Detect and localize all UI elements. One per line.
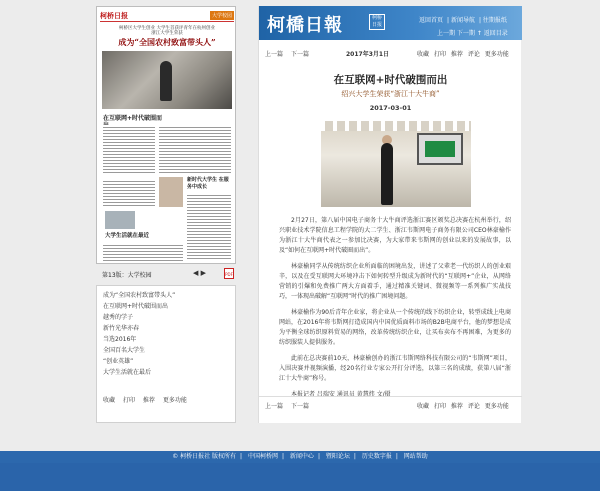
thumbnail-photo: [159, 177, 183, 207]
list-item[interactable]: 越秀的学子: [103, 314, 134, 321]
footer-link[interactable]: 暨阳论坛: [325, 453, 350, 460]
list-item[interactable]: 大学生活就在最后: [103, 369, 152, 376]
footer-bar: [0, 463, 600, 491]
article-title: 在互联网+时代破围而出: [333, 74, 448, 86]
speaker: [381, 143, 393, 205]
article-date: 2017-03-01: [369, 104, 412, 112]
banner-links: 返回首页 | 新闻导航 | 往期报纸: [419, 17, 507, 24]
article-photo: [321, 121, 471, 207]
list-item[interactable]: 全国百名大学生: [103, 347, 146, 354]
print-link[interactable]: 打印: [433, 403, 446, 410]
article-byline: 本报记者 吕瑞安 通讯员 黄慧炜 文/摄: [291, 391, 391, 398]
article-paragraph: 2月27日，第八届中国电子商务十大牛商评选浙江赛区颁奖总决赛在杭州举行，绍兴职业技术学院信息工程学院的大二学生、浙江韦斯网电子商务有限公司CEO林豪榆作为浙江十大牛商代表之一参加比决赛，为大家带来韦斯网的创业以来的发展故事，以及“如何在互联网+时代破圈而出”。: [279, 217, 511, 254]
article-paragraph: 此前在总决赛前10天，林豪榆创办的浙江韦斯网络科技有限公司的“韦斯网”项目，入围决赛并视频演播，经20名行业专家公开打分评选，以第三名的成绩，获第八届“浙江十大牛商”称号。: [279, 355, 511, 382]
page-thumbnail[interactable]: [96, 6, 236, 264]
article-pager: [265, 49, 315, 58]
article-tools: [417, 401, 512, 410]
thumbnail-text-block: [103, 243, 183, 261]
prev-page-icon[interactable]: ◀: [193, 269, 199, 277]
thumbnail-text-block: [159, 125, 231, 173]
comment-link[interactable]: 评论: [467, 51, 480, 58]
bookmark-link[interactable]: 收藏: [103, 397, 116, 404]
recommend-link[interactable]: 推荐: [450, 403, 463, 410]
list-item[interactable]: 当选2016年: [103, 336, 137, 343]
prev-article-link[interactable]: 上一篇: [265, 403, 284, 410]
print-link[interactable]: 打印: [122, 397, 135, 404]
issue-date: 2017年3月1日: [346, 51, 390, 58]
thumbnail-text-block: [187, 193, 231, 259]
thumbnail-text-block: [103, 125, 155, 173]
thumbnail-subhead: [103, 26, 231, 36]
ceiling-lights: [321, 121, 471, 131]
thumbnail-headline: 成为“全国农村致富带头人”: [118, 37, 216, 47]
bottom-toolbar: [259, 396, 522, 410]
page-label: 第13版：大学校园: [102, 272, 152, 279]
pdf-icon[interactable]: PDF: [224, 268, 234, 279]
article-pager: [265, 401, 315, 410]
article-subtitle: 绍兴大学生荣获“浙江十大牛商”: [341, 90, 440, 98]
article-panel: [258, 6, 521, 423]
copyright: © 柯桥日报社 版权所有: [172, 453, 237, 460]
page-pager: [193, 269, 206, 277]
footer-link[interactable]: 新闻中心: [289, 453, 314, 460]
list-item[interactable]: 在互联网+时代破围而出: [103, 303, 169, 310]
print-link[interactable]: 打印: [433, 51, 446, 58]
footer-link[interactable]: 网站帮助: [403, 453, 428, 460]
comment-link[interactable]: 评论: [467, 403, 480, 410]
article-paragraph: 林豪榆同学从传统纺织企业所面临的困境出发，讲述了父辈老一代纺织人的创业艰辛，以及在受互联网大环境冲击下如何转型升级成为新时代的“互联网+”企业，从网络营销的引爆和免费推广两大方面着手，通过精准关键词、微视频等一系列推广实战技巧，一体现出破解“互联网”时代的推广困境问题。: [279, 263, 511, 300]
more-link[interactable]: 更多功能: [162, 397, 187, 404]
recommend-link[interactable]: 推荐: [142, 397, 155, 404]
thumbnail-subline: 浙江大学生荣获: [151, 31, 183, 36]
footer-link[interactable]: 中国柯桥网: [247, 453, 278, 460]
page-bar: [96, 267, 236, 281]
bookmark-link[interactable]: 收藏: [417, 51, 430, 58]
archive-link[interactable]: 往期报纸: [482, 17, 507, 24]
article-list: [96, 285, 236, 423]
footer-links: © 柯桥日报社 版权所有 | 中国柯桥网 | 新闻中心 | 暨阳论坛 | 历史数字报 | 网站帮助: [0, 451, 600, 463]
bookmark-link[interactable]: 收藏: [417, 403, 430, 410]
thumbnail-text-block: [103, 179, 155, 207]
thumbnail-masthead: [100, 10, 234, 22]
thumbnail-article-title[interactable]: 在互联网+时代破围而: [103, 115, 163, 122]
news-nav-link[interactable]: 新闻导航: [450, 17, 475, 24]
list-tools: [103, 395, 193, 404]
thumbnail-logo: 柯桥日报: [100, 11, 128, 20]
thumbnail-article-title[interactable]: 大学生活就在最近: [105, 233, 150, 239]
thumbnail-photo: [102, 51, 232, 109]
thumbnail-subline: 柯桥区大学生创业 大学生首获评青年在杭州创业: [119, 26, 215, 31]
more-link[interactable]: 更多功能: [484, 51, 509, 58]
next-page-icon[interactable]: ▶: [200, 269, 207, 277]
issue-nav[interactable]: 上一期 下一期 ↑ 返回目录: [437, 30, 508, 37]
list-item[interactable]: 成为“全国农村致富带头人”: [103, 292, 176, 299]
home-link[interactable]: 返回首页: [419, 17, 444, 24]
footer: [0, 451, 600, 491]
page-navigator: [96, 6, 258, 423]
more-link[interactable]: 更多功能: [484, 403, 509, 410]
article-tools: [417, 49, 512, 58]
presentation-screen: [417, 133, 463, 165]
list-item[interactable]: “创业英雄”: [103, 358, 134, 365]
site-logo[interactable]: 柯橋日報: [267, 15, 343, 36]
article-toolbar: [259, 46, 522, 60]
article-body: [279, 216, 511, 406]
next-article-link[interactable]: 下一篇: [290, 403, 309, 410]
banner: [259, 6, 522, 40]
next-article-link[interactable]: 下一篇: [290, 51, 309, 58]
prev-article-link[interactable]: 上一篇: [265, 51, 284, 58]
list-item[interactable]: 新竹光华亦春: [103, 325, 140, 332]
thumbnail-section: 大学校园: [211, 13, 232, 19]
article-paragraph: 林豪榆作为90后青年企业家，将企业从一个传统的线下纺织企业，转型成线上电商网站，在2016年将韦斯网打造成国内中国优质面料市场的B2B电商平台，他的梦想是成为平衡全球纺织原料贸易的网络，改革传统纺织企业，让买布卖布不再困难，为更多的纺织服装人提供服务。: [279, 309, 511, 346]
footer-link[interactable]: 历史数字报: [361, 453, 392, 460]
recommend-link[interactable]: 推荐: [450, 51, 463, 58]
thumbnail-article-title[interactable]: 新时代大学生 在服务中成长: [187, 177, 229, 190]
seal-icon: 柯桥 日报: [369, 14, 385, 30]
thumbnail-photo: [105, 211, 135, 229]
